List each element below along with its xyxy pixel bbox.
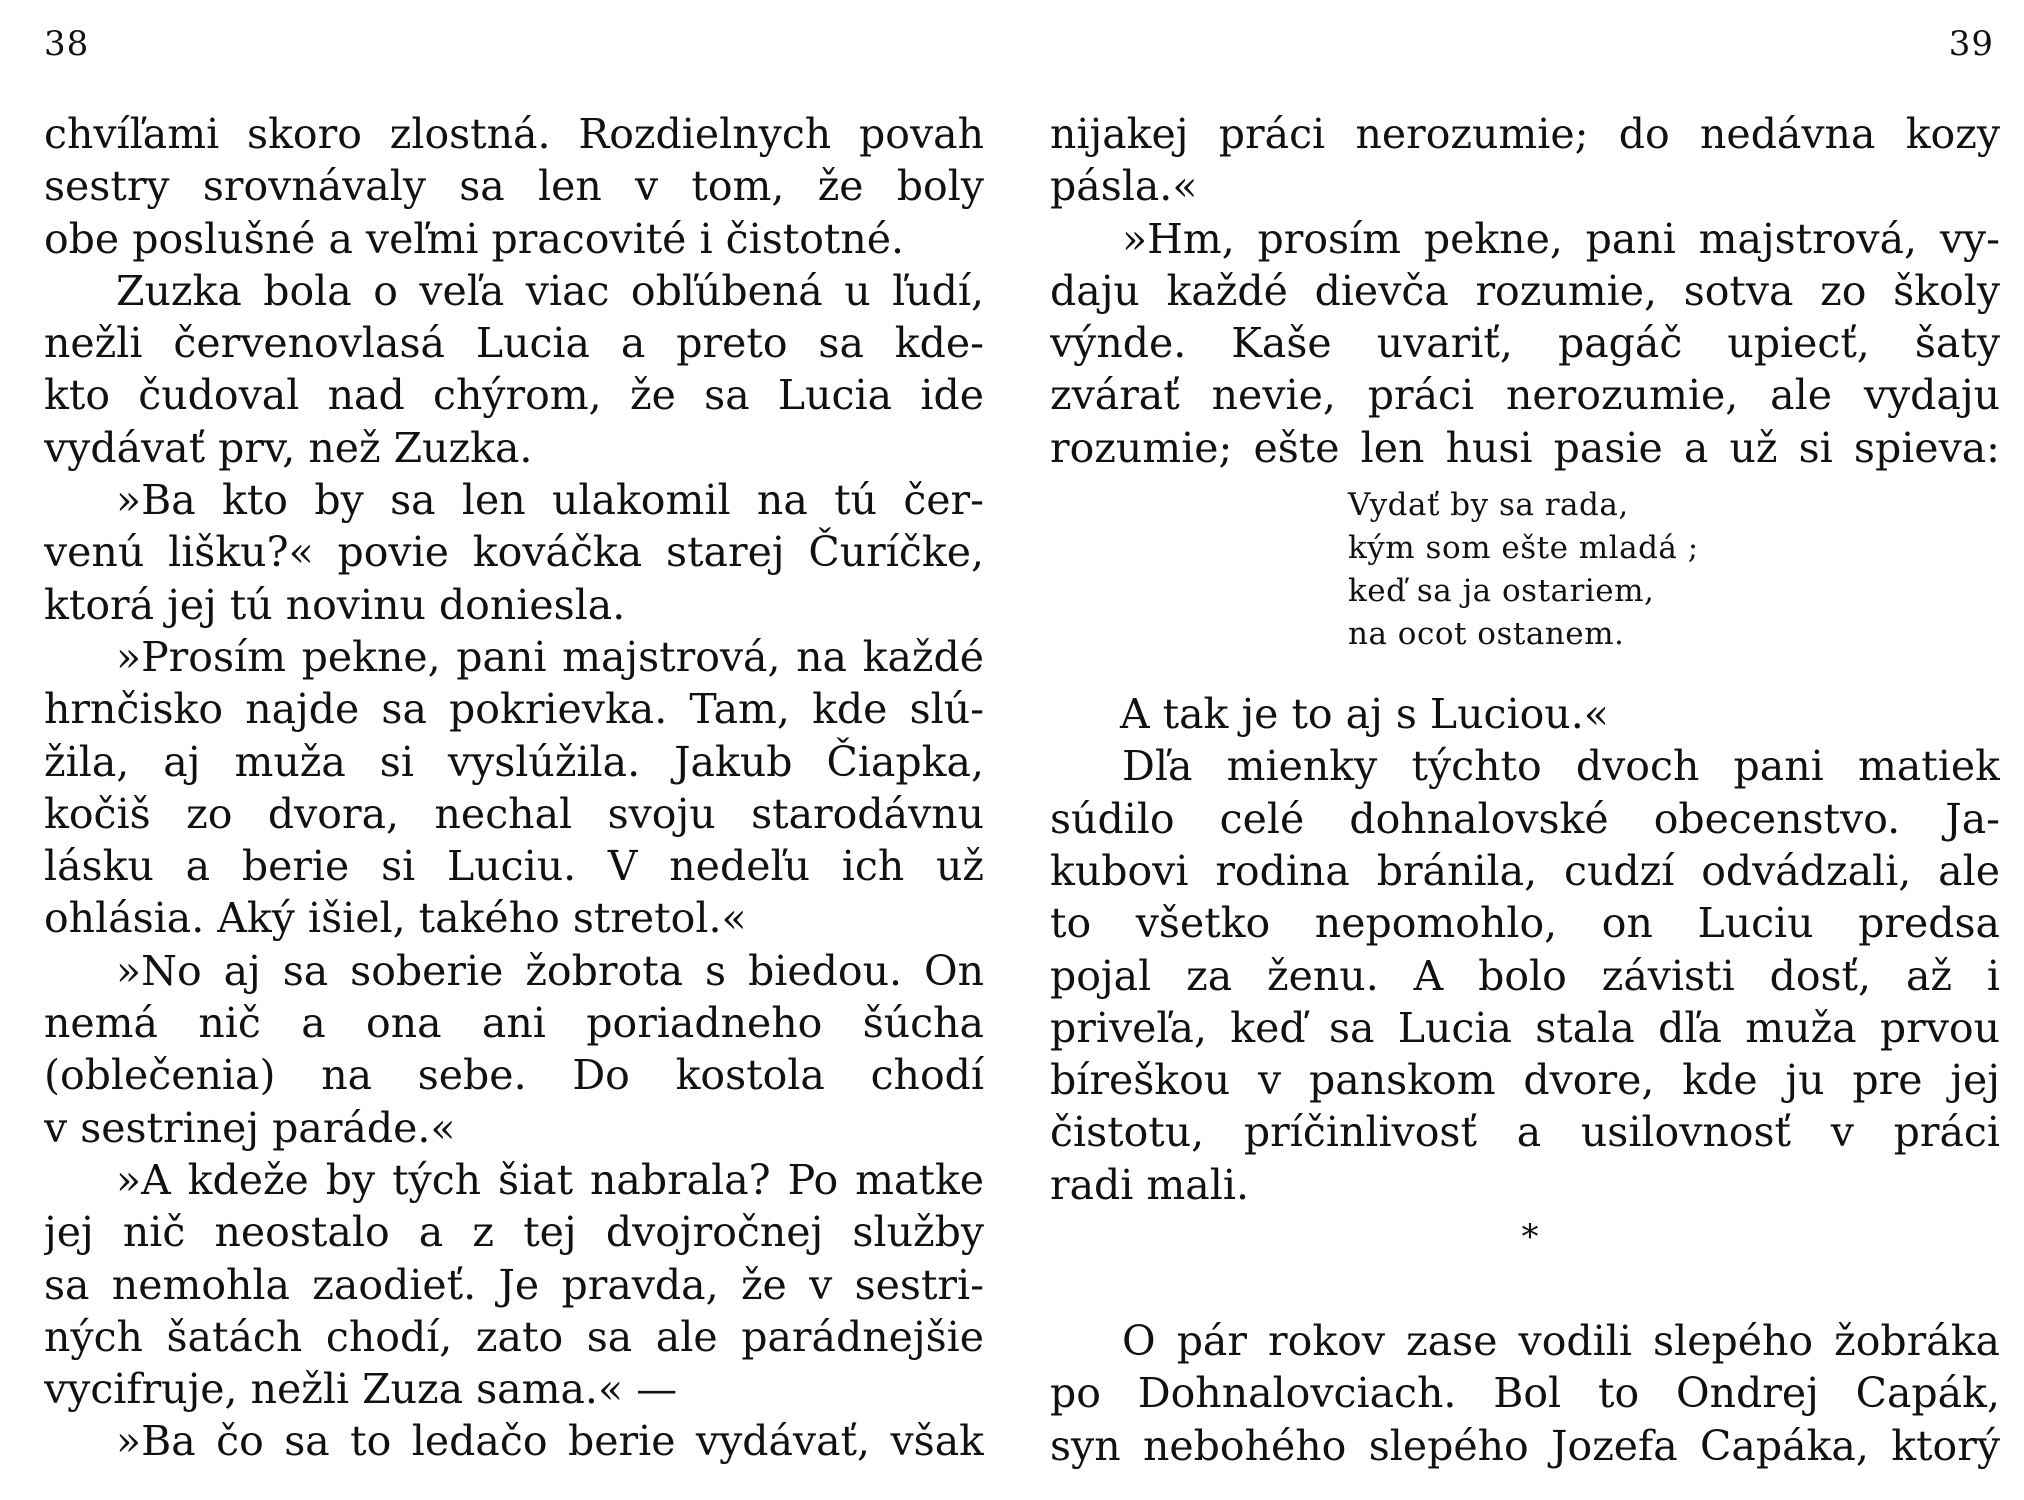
text-line: bíreškou v panskom dvore, kde ju pre jej [1050, 1056, 2000, 1105]
text-line: kubovi rodina bránila, cudzí odvádzali, ale [1050, 846, 2000, 895]
text-line: po Dohnalovciach. Bol to Ondrej Capák, [1050, 1369, 2000, 1418]
text-line: to všetko nepomohlo, on Luciu predsa [1050, 899, 2000, 948]
page-number-right: 39 [1948, 24, 1994, 64]
text-line: »A kdeže by tých šiat nabrala? Po matke [116, 1155, 984, 1204]
poem-block [1348, 484, 2000, 656]
text-line: radi mali. [1050, 1160, 1250, 1209]
text-line: »Prosím pekne, pani majstrová, na každé [116, 632, 984, 681]
text-line: chvíľami skoro zlostná. Rozdielnych povah [44, 110, 984, 158]
text-line: súdilo celé dohnalovské obecenstvo. Ja- [1050, 794, 2000, 843]
poem-line: keď sa ja ostariem, [1348, 573, 1655, 610]
text-line: »No aj sa soberie žobrota s biedou. On [116, 946, 984, 995]
text-line: sestry srovnávaly sa len v tom, že boly [44, 162, 984, 211]
text-line: čistotu, príčinlivosť a usilovnosť v práci [1050, 1108, 2000, 1157]
text-line: Zuzka bola o veľa viac obľúbená u ľudí, [116, 266, 984, 315]
text-line: nežli červenovlasá Lucia a preto sa kde- [44, 319, 984, 368]
text-line: nemá nič a ona ani poriadneho šúcha [44, 999, 984, 1048]
text-line: obe poslušné a veľmi pracovité i čistotné. [44, 214, 905, 263]
text-line: »Hm, prosím pekne, pani majstrová, vy- [1122, 214, 2000, 263]
text-line: »Ba kto by sa len ulakomil na tú čer- [116, 476, 984, 525]
text-line: vycifruje, nežli Zuza sama.« — [44, 1365, 678, 1414]
right-page [1010, 0, 2024, 1500]
text-line: vydávať prv, než Zuzka. [44, 423, 533, 472]
text-line: »Ba čo sa to ledačo berie vydávať, však [116, 1417, 984, 1466]
text-line: lásku a berie si Luciu. V nedeľu ich už [44, 842, 984, 891]
text-line: priveľa, keď sa Lucia stala dľa muža prvou [1050, 1003, 2000, 1052]
left-page [0, 0, 1010, 1500]
text-line: zvárať nevie, práci nerozumie, ale vydaju [1050, 371, 2000, 420]
text-line: ohlásia. Aký išiel, takého stretol.« [44, 894, 747, 943]
text-line: ných šatách chodí, zato sa ale parádnejšie [44, 1312, 984, 1361]
text-line: výnde. Kaše uvariť, pagáč upiecť, šaty [1050, 319, 2000, 368]
text-line: hrnčisko najde sa pokrievka. Tam, kde slú- [44, 685, 984, 734]
section-spacer [1050, 1263, 2000, 1315]
page-number-left: 38 [44, 24, 90, 64]
text-line: syn nebohého slepého Jozefa Capáka, ktorý [1050, 1421, 2000, 1470]
text-line: jej nič neostalo a z tej dvojročnej služby [44, 1208, 984, 1257]
text-line: kto čudoval nad chýrom, že sa Lucia ide [44, 371, 984, 420]
section-break-asterisk: * [1521, 1217, 1539, 1258]
text-line: venú lišku?« povie kováčka starej Čuríčke, [44, 528, 984, 577]
poem-line: kým som ešte mladá ; [1348, 530, 1699, 567]
text-line: ktorá jej tú novinu doniesla. [44, 580, 626, 629]
text-line: rozumie; ešte len husi pasie a už si spieva: [1050, 423, 2000, 472]
poem-line: Vydať by sa rada, [1348, 487, 1629, 524]
text-line: pojal za ženu. A bolo závisti dosť, až i [1050, 951, 2000, 1000]
text-line: sa nemohla zaodieť. Je pravda, že v sestri- [44, 1260, 984, 1309]
poem-line: na ocot ostanem. [1348, 616, 1625, 653]
text-line: (oblečenia) na sebe. Do kostola chodí [44, 1051, 984, 1100]
text-line: daju každé dievča rozumie, sotva zo školy [1050, 266, 2000, 315]
text-line: A tak je to aj s Luciou.« [1120, 690, 1609, 739]
left-text-column [44, 108, 984, 1468]
text-line: nijakej práci nerozumie; do nedávna kozy [1050, 110, 2000, 158]
text-line: žila, aj muža si vyslúžila. Jakub Čiapka, [44, 737, 984, 786]
text-line: O pár rokov zase vodili slepého žobráka [1122, 1317, 2000, 1366]
text-line: kočiš zo dvora, nechal svoju starodávnu [44, 789, 984, 838]
text-line: pásla.« [1050, 162, 1198, 211]
text-line: v sestrinej paráde.« [44, 1103, 456, 1152]
text-line: Dľa mienky týchto dvoch pani matiek [1122, 742, 2000, 791]
right-text-column [1050, 108, 2000, 1472]
